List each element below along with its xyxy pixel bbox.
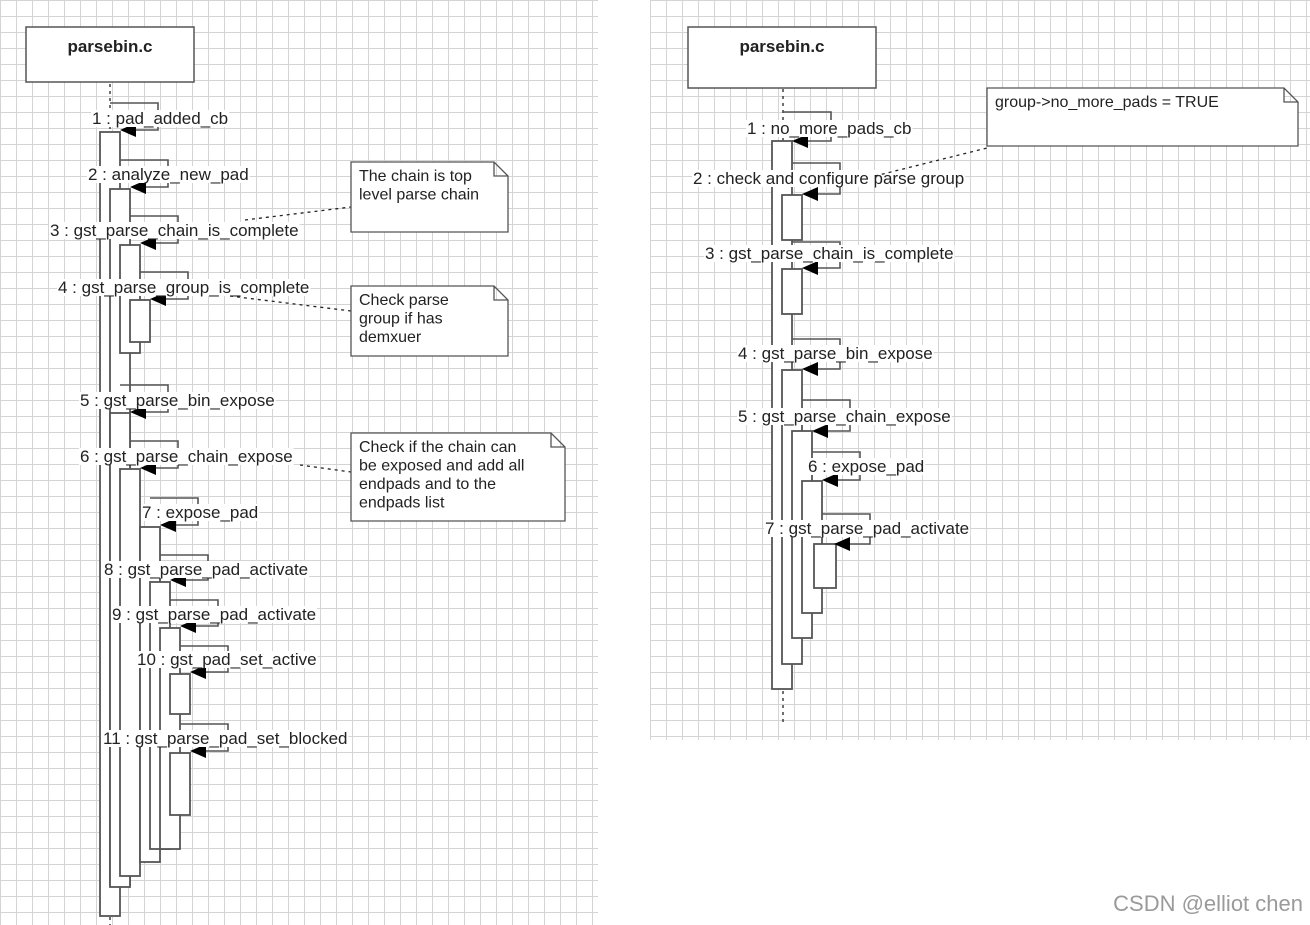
message-label: 5 : gst_parse_bin_expose [80, 391, 275, 410]
arrowhead [812, 424, 828, 438]
message-label: 3 : gst_parse_chain_is_complete [705, 244, 954, 263]
note-connector [300, 465, 351, 472]
note-text: level parse chain [359, 186, 480, 204]
message-label: 6 : gst_parse_chain_expose [80, 447, 293, 466]
message-label: 2 : check and configure parse group [693, 169, 965, 188]
message-label: 7 : gst_parse_pad_activate [765, 519, 970, 538]
note-connector [230, 296, 351, 311]
lifeline-title: parsebin.c [739, 37, 825, 56]
message-label: 6 : expose_pad [808, 457, 925, 476]
lifeline-title: parsebin.c [67, 37, 153, 56]
note-text: group if has [359, 310, 443, 328]
watermark: CSDN @elliot chen [1113, 891, 1303, 916]
message-label: 9 : gst_parse_pad_activate [112, 605, 317, 624]
activation-bar [814, 544, 836, 588]
activation-bar [782, 195, 802, 240]
note-connector [245, 207, 351, 220]
message-label: 8 : gst_parse_pad_activate [104, 560, 309, 579]
message-label: 3 : gst_parse_chain_is_complete [50, 221, 299, 240]
message-label: 1 : pad_added_cb [92, 109, 229, 128]
right-diagram-panel [650, 0, 1310, 740]
left-diagram-panel [0, 0, 598, 925]
arrowhead [802, 187, 818, 201]
message-label: 4 : gst_parse_bin_expose [738, 344, 933, 363]
activation-bar [782, 269, 802, 314]
arrowhead [802, 362, 818, 376]
activation-bar [170, 753, 190, 815]
note-text: endpads and to the [359, 476, 497, 493]
message-label: 11 : gst_parse_pad_set_blocked [103, 729, 348, 748]
note-text: Check parse [359, 292, 449, 309]
note-text: group->no_more_pads = TRUE [995, 94, 1219, 111]
message-label: 10 : gst_pad_set_active [137, 650, 317, 669]
note-text: The chain is top [359, 168, 472, 185]
note-text: demxuer [359, 329, 422, 346]
message-label: 7 : expose_pad [142, 503, 259, 522]
activation-bar [130, 300, 150, 342]
arrowhead [802, 261, 818, 275]
note-text: be exposed and add all [359, 457, 525, 475]
activation-bar [120, 469, 140, 876]
right-sequence-diagram [650, 0, 1310, 740]
activation-bar [170, 674, 190, 714]
note-text: Check if the chain can [359, 439, 517, 456]
message-label: 5 : gst_parse_chain_expose [738, 407, 951, 426]
left-sequence-diagram [0, 0, 598, 925]
note-text: endpads list [359, 494, 445, 512]
message-label: 2 : analyze_new_pad [88, 165, 249, 184]
message-label: 4 : gst_parse_group_is_complete [58, 278, 310, 297]
message-label: 1 : no_more_pads_cb [747, 119, 912, 138]
